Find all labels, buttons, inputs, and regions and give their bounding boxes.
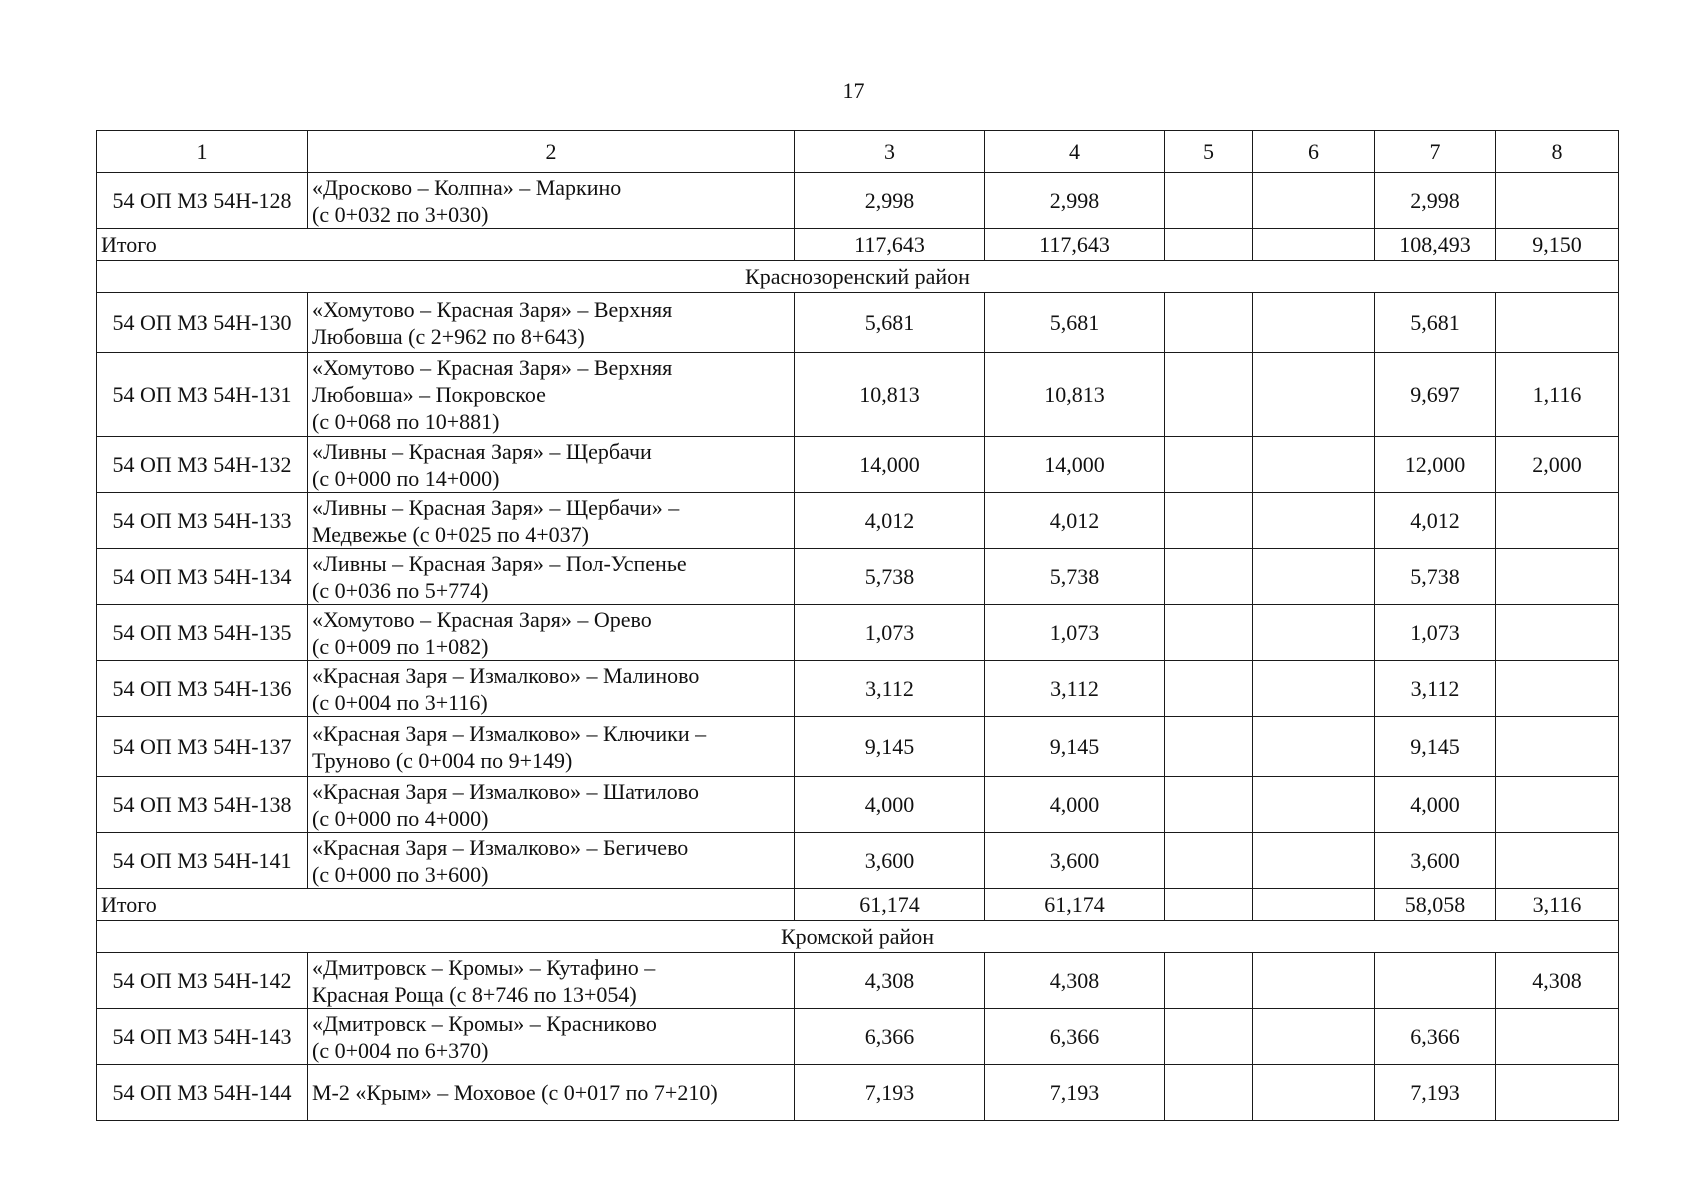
value-cell-4: 10,813	[985, 353, 1165, 437]
total-label: Итого	[97, 229, 795, 261]
value-cell-6	[1253, 437, 1375, 493]
value-cell-3: 2,998	[795, 173, 985, 229]
road-name	[308, 1065, 795, 1121]
road-name-line: (с 0+000 по 4+000)	[312, 805, 489, 831]
road-name-line: «Ливны – Красная Заря» – Щербачи» –	[312, 494, 680, 520]
district-row	[97, 921, 1619, 953]
road-name-line: (с 0+000 по 3+600)	[312, 861, 489, 887]
road-code: 54 ОП МЗ 54Н-144	[97, 1065, 308, 1121]
value-cell-5	[1165, 1065, 1253, 1121]
value-cell-4: 7,193	[985, 1065, 1165, 1121]
value-cell-3: 5,738	[795, 549, 985, 605]
value-cell-6	[1253, 777, 1375, 833]
value-cell-8: 2,000	[1496, 437, 1619, 493]
table-row	[97, 777, 1619, 833]
value-cell-5	[1165, 661, 1253, 717]
value-cell-3: 1,073	[795, 605, 985, 661]
value-cell-6	[1253, 1065, 1375, 1121]
road-name	[308, 1009, 795, 1065]
value-cell-7: 7,193	[1375, 1065, 1496, 1121]
value-cell-5	[1165, 437, 1253, 493]
road-code: 54 ОП МЗ 54Н-141	[97, 833, 308, 889]
value-cell-8	[1496, 1065, 1619, 1121]
table-row	[97, 833, 1619, 889]
value-cell-8	[1496, 833, 1619, 889]
value-cell-7: 4,012	[1375, 493, 1496, 549]
column-header-1: 1	[97, 131, 308, 173]
value-cell-4: 1,073	[985, 605, 1165, 661]
value-cell-7: 5,681	[1375, 293, 1496, 353]
road-name	[308, 661, 795, 717]
total-value-3: 117,643	[795, 229, 985, 261]
road-name	[308, 605, 795, 661]
value-cell-3: 5,681	[795, 293, 985, 353]
value-cell-6	[1253, 293, 1375, 353]
road-name-line: (с 0+036 по 5+774)	[312, 577, 489, 603]
road-name-line: (с 0+004 по 6+370)	[312, 1037, 489, 1063]
table-row	[97, 293, 1619, 353]
road-code: 54 ОП МЗ 54Н-142	[97, 953, 308, 1009]
road-code: 54 ОП МЗ 54Н-131	[97, 353, 308, 437]
road-name-line: «Красная Заря – Измалково» – Бегичево	[312, 834, 689, 860]
value-cell-7: 9,145	[1375, 717, 1496, 777]
value-cell-4: 3,112	[985, 661, 1165, 717]
total-value-3: 61,174	[795, 889, 985, 921]
table-row	[97, 1065, 1619, 1121]
road-name-line: «Хомутово – Красная Заря» – Верхняя	[312, 355, 673, 380]
road-name	[308, 777, 795, 833]
value-cell-4: 4,308	[985, 953, 1165, 1009]
value-cell-8: 1,116	[1496, 353, 1619, 437]
value-cell-8	[1496, 293, 1619, 353]
value-cell-6	[1253, 717, 1375, 777]
total-row	[97, 229, 1619, 261]
total-row	[97, 889, 1619, 921]
value-cell-5	[1165, 833, 1253, 889]
table-row	[97, 549, 1619, 605]
column-header-6: 6	[1253, 131, 1375, 173]
value-cell-5	[1165, 953, 1253, 1009]
road-name	[308, 437, 795, 493]
value-cell-3: 9,145	[795, 717, 985, 777]
road-name-line: «Хомутово – Красная Заря» – Верхняя	[312, 296, 673, 322]
road-name-line: «Красная Заря – Измалково» – Ключики –	[312, 720, 707, 746]
value-cell-7: 1,073	[1375, 605, 1496, 661]
value-cell-8	[1496, 1009, 1619, 1065]
road-code: 54 ОП МЗ 54Н-143	[97, 1009, 308, 1065]
page-number: 17	[842, 78, 865, 103]
total-value-7: 108,493	[1375, 229, 1496, 261]
value-cell-3: 6,366	[795, 1009, 985, 1065]
value-cell-3: 4,012	[795, 493, 985, 549]
table-body	[97, 131, 1619, 1121]
table-row	[97, 717, 1619, 777]
value-cell-7: 4,000	[1375, 777, 1496, 833]
value-cell-8: 4,308	[1496, 953, 1619, 1009]
total-label: Итого	[97, 889, 795, 921]
table-row	[97, 953, 1619, 1009]
road-name	[308, 717, 795, 777]
total-value-6	[1253, 229, 1375, 261]
road-name-line: «Хомутово – Красная Заря» – Орево	[312, 606, 652, 632]
value-cell-4: 4,000	[985, 777, 1165, 833]
value-cell-4: 5,681	[985, 293, 1165, 353]
value-cell-7: 3,112	[1375, 661, 1496, 717]
column-header-7: 7	[1375, 131, 1496, 173]
value-cell-6	[1253, 953, 1375, 1009]
district-name: Кромской район	[97, 921, 1619, 953]
value-cell-4: 9,145	[985, 717, 1165, 777]
road-name-line: (с 0+068 по 10+881)	[312, 409, 500, 434]
column-header-4: 4	[985, 131, 1165, 173]
table-row	[97, 1009, 1619, 1065]
road-name-line: «Красная Заря – Измалково» – Малиново	[312, 662, 700, 688]
value-cell-6	[1253, 173, 1375, 229]
value-cell-7: 6,366	[1375, 1009, 1496, 1065]
total-value-8: 3,116	[1496, 889, 1619, 921]
column-header-8: 8	[1496, 131, 1619, 173]
road-name-line: Любовша (с 2+962 по 8+643)	[312, 323, 585, 349]
total-value-5	[1165, 229, 1253, 261]
total-value-6	[1253, 889, 1375, 921]
value-cell-8	[1496, 777, 1619, 833]
value-cell-6	[1253, 1009, 1375, 1065]
value-cell-8	[1496, 661, 1619, 717]
header-row	[97, 131, 1619, 173]
total-value-4: 117,643	[985, 229, 1165, 261]
value-cell-6	[1253, 353, 1375, 437]
value-cell-6	[1253, 549, 1375, 605]
value-cell-4: 14,000	[985, 437, 1165, 493]
value-cell-6	[1253, 833, 1375, 889]
table-row	[97, 353, 1619, 437]
value-cell-4: 4,012	[985, 493, 1165, 549]
road-name-line: «Дросково – Колпна» – Маркино	[312, 174, 622, 200]
value-cell-4: 3,600	[985, 833, 1165, 889]
value-cell-3: 7,193	[795, 1065, 985, 1121]
value-cell-7: 3,600	[1375, 833, 1496, 889]
table-row	[97, 605, 1619, 661]
road-name	[308, 173, 795, 229]
road-name	[308, 953, 795, 1009]
road-name-line: М-2 «Крым» – Моховое (с 0+017 по 7+210)	[312, 1080, 718, 1105]
value-cell-3: 3,112	[795, 661, 985, 717]
road-code: 54 ОП МЗ 54Н-130	[97, 293, 308, 353]
value-cell-6	[1253, 661, 1375, 717]
road-name-line: (с 0+032 по 3+030)	[312, 201, 489, 227]
value-cell-8	[1496, 717, 1619, 777]
roads-table	[96, 130, 1619, 1121]
value-cell-7: 12,000	[1375, 437, 1496, 493]
table-row	[97, 661, 1619, 717]
road-name	[308, 493, 795, 549]
total-value-5	[1165, 889, 1253, 921]
value-cell-3: 14,000	[795, 437, 985, 493]
value-cell-7	[1375, 953, 1496, 1009]
value-cell-6	[1253, 493, 1375, 549]
table-row	[97, 173, 1619, 229]
value-cell-8	[1496, 605, 1619, 661]
road-name	[308, 353, 795, 437]
road-code: 54 ОП МЗ 54Н-133	[97, 493, 308, 549]
value-cell-5	[1165, 549, 1253, 605]
value-cell-3: 10,813	[795, 353, 985, 437]
road-code: 54 ОП МЗ 54Н-136	[97, 661, 308, 717]
value-cell-4: 5,738	[985, 549, 1165, 605]
value-cell-6	[1253, 605, 1375, 661]
road-name-line: «Красная Заря – Измалково» – Шатилово	[312, 778, 700, 804]
road-name	[308, 293, 795, 353]
road-name-line: «Ливны – Красная Заря» – Щербачи	[312, 438, 652, 464]
road-name-line: Красная Роща (с 8+746 по 13+054)	[312, 981, 637, 1007]
column-header-2: 2	[308, 131, 795, 173]
district-name: Краснозоренский район	[97, 261, 1619, 293]
road-name-line: Медвежье (с 0+025 по 4+037)	[312, 521, 589, 547]
total-value-8: 9,150	[1496, 229, 1619, 261]
road-name-line: «Ливны – Красная Заря» – Пол-Успенье	[312, 550, 687, 576]
value-cell-7: 5,738	[1375, 549, 1496, 605]
value-cell-5	[1165, 1009, 1253, 1065]
value-cell-5	[1165, 173, 1253, 229]
value-cell-5	[1165, 777, 1253, 833]
value-cell-7: 2,998	[1375, 173, 1496, 229]
value-cell-3: 4,308	[795, 953, 985, 1009]
road-code: 54 ОП МЗ 54Н-132	[97, 437, 308, 493]
road-code: 54 ОП МЗ 54Н-137	[97, 717, 308, 777]
road-code: 54 ОП МЗ 54Н-134	[97, 549, 308, 605]
value-cell-8	[1496, 549, 1619, 605]
value-cell-7: 9,697	[1375, 353, 1496, 437]
road-name-line: Труново (с 0+004 по 9+149)	[312, 747, 573, 773]
road-name-line: «Дмитровск – Кромы» – Кутафино –	[312, 954, 656, 980]
value-cell-5	[1165, 493, 1253, 549]
value-cell-8	[1496, 173, 1619, 229]
road-name-line: «Дмитровск – Кромы» – Красниково	[312, 1010, 657, 1036]
road-code: 54 ОП МЗ 54Н-128	[97, 173, 308, 229]
table-row	[97, 493, 1619, 549]
district-row	[97, 261, 1619, 293]
road-name-line: (с 0+009 по 1+082)	[312, 633, 489, 659]
road-name	[308, 549, 795, 605]
value-cell-4: 2,998	[985, 173, 1165, 229]
total-value-7: 58,058	[1375, 889, 1496, 921]
column-header-3: 3	[795, 131, 985, 173]
value-cell-5	[1165, 353, 1253, 437]
value-cell-5	[1165, 293, 1253, 353]
value-cell-3: 4,000	[795, 777, 985, 833]
road-code: 54 ОП МЗ 54Н-138	[97, 777, 308, 833]
value-cell-5	[1165, 605, 1253, 661]
value-cell-8	[1496, 493, 1619, 549]
total-value-4: 61,174	[985, 889, 1165, 921]
road-code: 54 ОП МЗ 54Н-135	[97, 605, 308, 661]
road-name-line: (с 0+004 по 3+116)	[312, 689, 488, 715]
table-row	[97, 437, 1619, 493]
value-cell-4: 6,366	[985, 1009, 1165, 1065]
value-cell-5	[1165, 717, 1253, 777]
value-cell-3: 3,600	[795, 833, 985, 889]
road-name-line: Любовша» – Покровское	[312, 382, 546, 407]
road-name	[308, 833, 795, 889]
road-name-line: (с 0+000 по 14+000)	[312, 465, 500, 491]
column-header-5: 5	[1165, 131, 1253, 173]
